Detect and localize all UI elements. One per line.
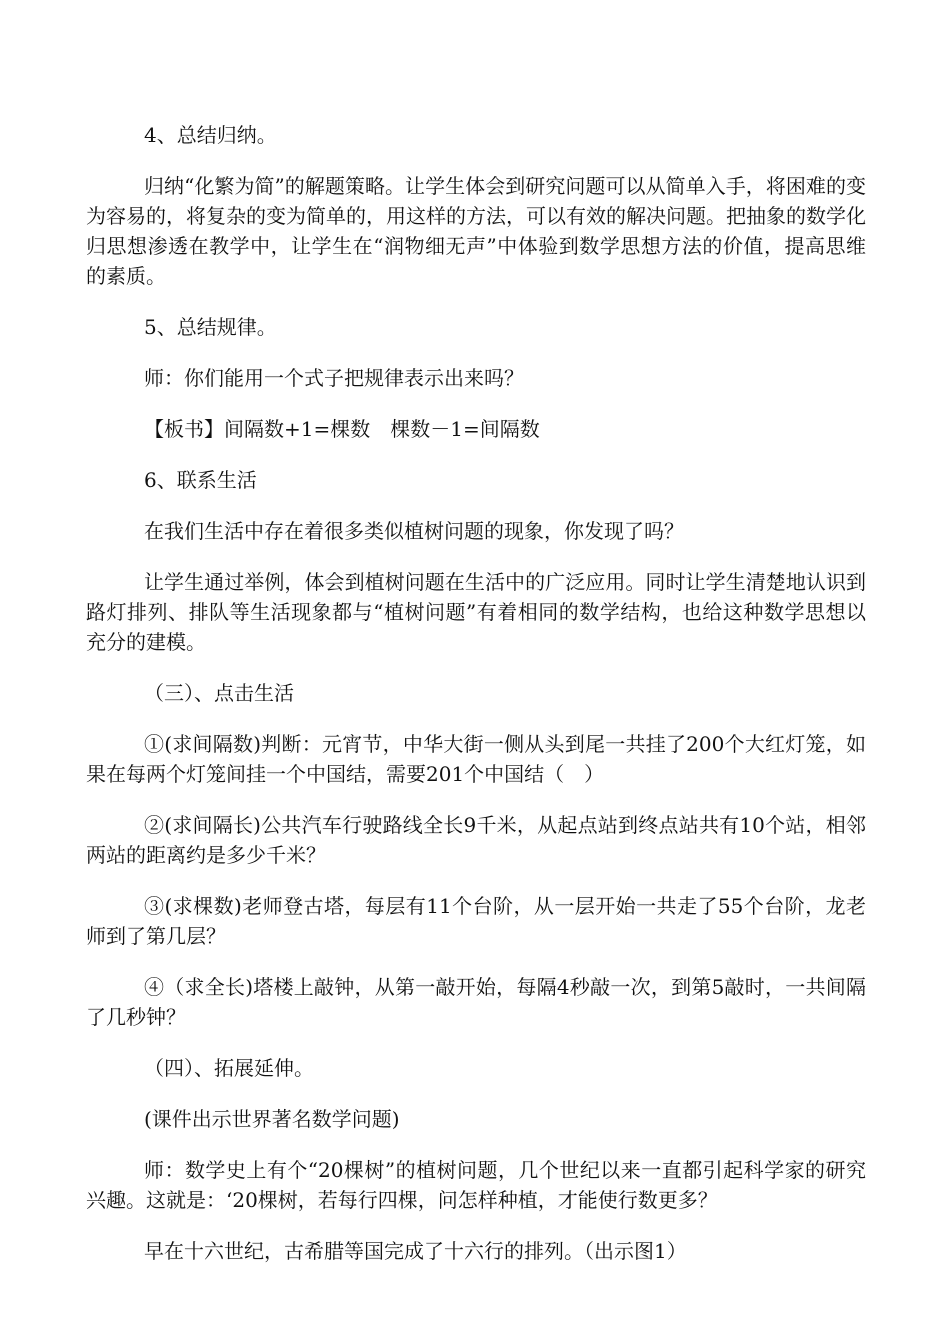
paragraph-teacher-question: 师：你们能用一个式子把规律表示出来吗？ (144, 366, 524, 390)
paragraph-life-examples: 让学生通过举例，体会到植树问题在生活中的广泛应用。同时让学生清楚地认识到路灯排列、排队等生活现象都与“植树问题”有着相同的数学结构，也给这种数学思想以充分的建模。 (86, 570, 866, 654)
section-heading-part-three: （三）、点击生活 (144, 681, 294, 705)
section-heading-life: 6、联系生活 (144, 468, 257, 492)
section-heading-rules: 5、总结规律。 (144, 315, 277, 339)
paragraph-history: 早在十六世纪，古希腊等国完成了十六行的排列。（出示图1） (144, 1239, 687, 1263)
exercise-3: ③(求棵数)老师登古塔，每层有11个台阶，从一层开始一共走了55个台阶，龙老师到了第几层？ (86, 894, 866, 948)
section-heading-part-four: （四）、拓展延伸。 (144, 1056, 314, 1080)
paragraph-blackboard-formula: 【板书】间隔数+1=棵数 棵数－1=间隔数 (144, 417, 540, 441)
paragraph-twenty-trees: 师：数学史上有个“20棵树”的植树问题，几个世纪以来一直都引起科学家的研究兴趣。这就是：‘20棵树，若每行四棵，问怎样种植，才能使行数更多？ (86, 1158, 866, 1212)
section-heading-summary: 4、总结归纳。 (144, 123, 277, 147)
exercise-1: ①(求间隔数)判断：元宵节，中华大街一侧从头到尾一共挂了200个大红灯笼，如果在每两个灯笼间挂一个中国结，需要201个中国结（ ） (86, 732, 866, 786)
paragraph-courseware-note: (课件出示世界著名数学问题) (144, 1107, 400, 1131)
paragraph-simplify-strategy: 归纳“化繁为简”的解题策略。让学生体会到研究问题可以从简单入手，将困难的变为容易的，将复杂的变为简单的，用这样的方法，可以有效的解决问题。把抽象的数学化归思想渗透在教学中，让学生在“润物细无声”中体验到数学思想方法的价值，提高思维的素质。 (86, 174, 866, 288)
document-body (86, 120, 866, 1287)
paragraph-life-question: 在我们生活中存在着很多类似植树问题的现象，你发现了吗？ (144, 519, 684, 543)
exercise-4: ④（求全长)塔楼上敲钟，从第一敲开始，每隔4秒敲一次，到第5敲时，一共间隔了几秒钟？ (86, 975, 866, 1029)
exercise-2: ②(求间隔长)公共汽车行驶路线全长9千米，从起点站到终点站共有10个站，相邻两站的距离约是多少千米？ (86, 813, 866, 867)
